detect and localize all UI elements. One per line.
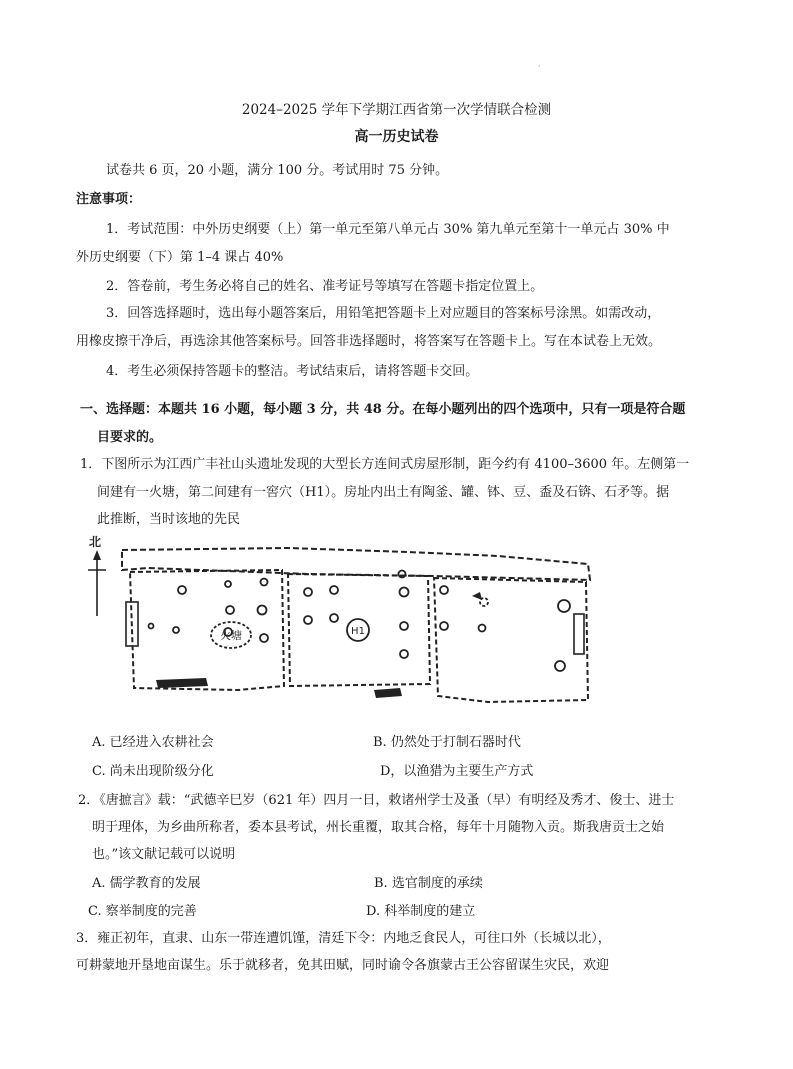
posthole [479, 625, 486, 632]
notice-item-2: 2．答卷前，考生务必将自己的姓名、准考证号等填写在答题卡指定位置上。 [106, 279, 544, 294]
posthole [173, 627, 179, 633]
posthole [226, 606, 234, 614]
q2-option-b: B. 选官制度的承续 [374, 876, 483, 891]
exam-intro: 试卷共 6 页，20 小题，满分 100 分。考试用时 75 分钟。 [106, 163, 449, 178]
notice-item-1-line-2: 外历史纲要（下）第 1–4 课占 40% [76, 250, 284, 265]
posthole [304, 616, 312, 624]
pit-h1-label: H1 [351, 626, 365, 637]
north-arrow-icon [88, 550, 106, 616]
q1-stem-line-2: 间建有一火塘，第二间建有一窖穴（H1）。房址内出土有陶釜、罐、钵、豆、盉及石锛、石矛等。据 [97, 485, 670, 500]
q1-option-d: D，以渔猎为主要生产方式 [380, 764, 534, 779]
section-1-heading-line-1: 一、选择题：本题共 16 小题，每小题 3 分，共 48 分。在每小题列出的四个选项中，只有一项是符合题 [80, 402, 686, 417]
posthole [400, 622, 408, 630]
posthole [330, 586, 338, 594]
exam-title: 2024–2025 学年下学期江西省第一次学情联合检测 [241, 102, 552, 118]
notice-item-1-line-1: 1．考试范围：中外历史纲要（上）第一单元至第八单元占 30% 第九单元至第十一单元占 30% 中 [106, 222, 670, 237]
notice-heading: 注意事项： [76, 192, 142, 207]
notice-item-3-line-1: 3．回答选择题时，选出每小题答案后，用铅笔把答题卡上对应题目的答案标号涂黑。如需改动， [106, 306, 661, 321]
q1-option-c: C. 尚未出现阶级分化 [92, 764, 214, 779]
posthole-group [149, 571, 571, 672]
entrance-slab-1 [156, 678, 208, 688]
q1-stem-line-1: 1．下图所示为江西广丰社山头遗址发现的大型长方连间式房屋形制，距今约有 4100–3600 年。左侧第一 [80, 457, 690, 472]
q2-stem-line-3: 也。”该文献记载可以说明 [92, 847, 236, 862]
q2-stem-line-2: 明于理体，为乡曲所称者，委本县考试，州长重覆，取其合格，每年十月随物入贡。斯我唐贡士之始 [92, 820, 665, 835]
east-wall-block [574, 614, 584, 654]
q3-stem-line-1: 3．雍正初年，直隶、山东一带连遭饥馑，清廷下令：内地乏食民人，可往口外（长城以北）， [76, 931, 611, 946]
site-plan-figure [78, 530, 598, 720]
posthole [260, 634, 268, 642]
posthole [330, 614, 338, 622]
north-label: 北 [89, 535, 102, 549]
room-1-outline [130, 570, 284, 690]
posthole [558, 600, 570, 612]
notice-item-3-line-2: 用橡皮擦干净后，再选涂其他答案标号。回答非选择题时，将答案写在答题卡上。写在本试卷上无效。 [76, 334, 662, 349]
posthole [258, 606, 267, 615]
q1-option-b: B. 仍然处于打制石器时代 [373, 735, 521, 750]
posthole [225, 581, 231, 587]
q1-stem-line-3: 此推断，当时该地的先民 [97, 512, 241, 527]
posthole [400, 588, 409, 597]
section-1-heading-line-2: 目要求的。 [97, 430, 163, 445]
posthole [261, 579, 268, 586]
posthole [440, 586, 448, 594]
posthole [149, 624, 154, 629]
room-3-outline [434, 578, 588, 702]
posthole [480, 598, 488, 606]
q1-option-a: A. 已经进入农耕社会 [92, 735, 214, 750]
q2-option-c: C. 察举制度的完善 [88, 904, 197, 919]
notice-item-4: 4．考生必须保持答题卡的整洁。考试结束后，请将答题卡交回。 [106, 364, 479, 379]
entrance-slab-2 [374, 688, 402, 698]
posthole [304, 588, 312, 596]
posthole [178, 586, 186, 594]
q2-option-d: D. 科举制度的建立 [366, 904, 476, 919]
hearth-label: 火塘 [220, 629, 242, 642]
posthole [440, 622, 448, 630]
q2-option-a: A. 儒学教育的发展 [92, 876, 201, 891]
exam-subject: 高一历史试卷 [354, 129, 439, 145]
posthole [400, 650, 408, 658]
scan-speck: · [538, 62, 541, 71]
posthole [555, 661, 565, 671]
q2-stem-line-1: 2．《唐摭言》载：“武德辛巳岁（621 年）四月一日，敕诸州学士及蚤（早）有明经及秀才、俊士、进士 [78, 793, 675, 808]
q3-stem-line-2: 可耕蒙地开垦地亩谋生。乐于就移者，免其田赋，同时谕令各旗蒙古王公容留谋生灾民，欢迎 [76, 958, 610, 973]
